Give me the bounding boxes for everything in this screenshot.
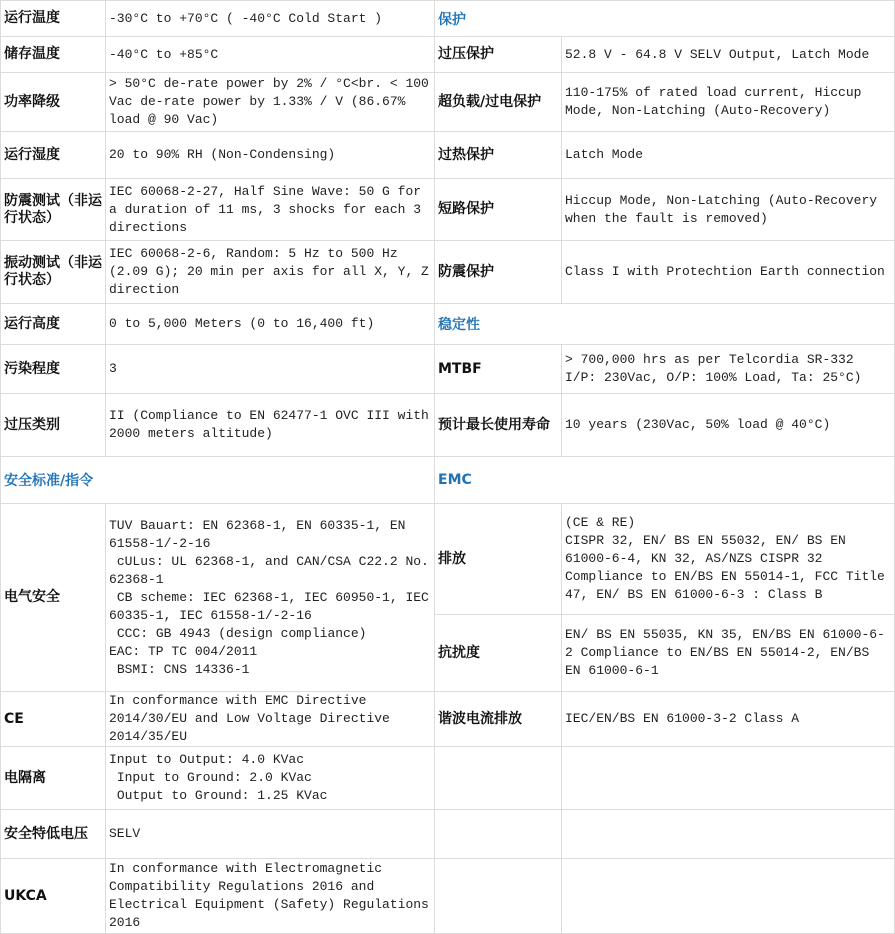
emissions-value: (CE & RE) CISPR 32, EN/ BS EN 55032, EN/ BS EN 61000-6-4, KN 32, AS/NZS CISPR 32 Compliance to EN/BS EN 55014-1, FCC Title 47, EN/ BS EN 61000-6-3 : Class B: [562, 504, 895, 615]
isolation-value: Input to Output: 4.0 KVac Input to Ground: 2.0 KVac Output to Ground: 1.25 KVac: [106, 747, 435, 810]
vibration-test-label: 振动测试（非运行状态）: [1, 241, 106, 304]
empty-cell: [435, 859, 562, 934]
operating-temp-value: -30°C to +70°C ( -40°C Cold Start ): [106, 1, 435, 37]
ce-label: CE: [1, 692, 106, 747]
table-row: [1, 73, 895, 132]
emc-section-header: EMC: [435, 457, 895, 504]
table-row: [1, 692, 895, 747]
mtbf-value: > 700,000 hrs as per Telcordia SR-332 I/P: 230Vac, O/P: 100% Load, Ta: 25°C): [562, 345, 895, 394]
overvoltage-protection-label: 过压保护: [435, 37, 562, 73]
table-row: [1, 345, 895, 394]
short-circuit-protection-value: Hiccup Mode, Non-Latching (Auto-Recovery when the fault is removed): [562, 179, 895, 241]
lifetime-value: 10 years (230Vac, 50% load @ 40°C): [562, 394, 895, 457]
ukca-label: UKCA: [1, 859, 106, 934]
table-row: [1, 132, 895, 179]
shock-test-value: IEC 60068-2-27, Half Sine Wave: 50 G for a duration of 11 ms, 3 shocks for each 3 directions: [106, 179, 435, 241]
operating-humidity-value: 20 to 90% RH (Non-Condensing): [106, 132, 435, 179]
safety-section-header: 安全标准/指令: [1, 457, 435, 504]
operating-altitude-label: 运行高度: [1, 304, 106, 345]
overtemp-protection-label: 过热保护: [435, 132, 562, 179]
overload-protection-label: 超负载/过电保护: [435, 73, 562, 132]
shock-test-label: 防震测试（非运行状态）: [1, 179, 106, 241]
selv-value: SELV: [106, 810, 435, 859]
overtemp-protection-value: Latch Mode: [562, 132, 895, 179]
empty-cell: [562, 747, 895, 810]
shock-protection-value: Class I with Protechtion Earth connection: [562, 241, 895, 304]
electrical-safety-label: 电气安全: [1, 504, 106, 692]
pollution-degree-value: 3: [106, 345, 435, 394]
immunity-value: EN/ BS EN 55035, KN 35, EN/BS EN 61000-6-2 Compliance to EN/BS EN 55014-2, EN/BS EN 61000-6-1: [562, 615, 895, 692]
emissions-label: 排放: [435, 504, 562, 615]
shock-protection-label: 防震保护: [435, 241, 562, 304]
table-row: [1, 241, 895, 304]
ce-value: In conformance with EMC Directive 2014/30/EU and Low Voltage Directive 2014/35/EU: [106, 692, 435, 747]
operating-humidity-label: 运行湿度: [1, 132, 106, 179]
operating-altitude-value: 0 to 5,000 Meters (0 to 16,400 ft): [106, 304, 435, 345]
table-row: [1, 179, 895, 241]
harmonic-emission-value: IEC/EN/BS EN 61000-3-2 Class A: [562, 692, 895, 747]
overvoltage-category-label: 过压类别: [1, 394, 106, 457]
table-row: [1, 37, 895, 73]
selv-label: 安全特低电压: [1, 810, 106, 859]
pollution-degree-label: 污染程度: [1, 345, 106, 394]
table-row: [1, 1, 895, 37]
lifetime-label: 预计最长使用寿命: [435, 394, 562, 457]
mtbf-label: MTBF: [435, 345, 562, 394]
overvoltage-category-value: II (Compliance to EN 62477-1 OVC III with 2000 meters altitude): [106, 394, 435, 457]
empty-cell: [562, 859, 895, 934]
reliability-section-header: 稳定性: [435, 304, 895, 345]
power-derating-label: 功率降级: [1, 73, 106, 132]
isolation-label: 电隔离: [1, 747, 106, 810]
ukca-value: In conformance with Electromagnetic Compatibility Regulations 2016 and Electrical Equipment (Safety) Regulations 2016: [106, 859, 435, 934]
vibration-test-value: IEC 60068-2-6, Random: 5 Hz to 500 Hz (2.09 G); 20 min per axis for all X, Y, Z direction: [106, 241, 435, 304]
short-circuit-protection-label: 短路保护: [435, 179, 562, 241]
overvoltage-protection-value: 52.8 V - 64.8 V SELV Output, Latch Mode: [562, 37, 895, 73]
power-derating-value: > 50°C de-rate power by 2% / °C<br. < 100 Vac de-rate power by 1.33% / V (86.67% load @ 90 Vac): [106, 73, 435, 132]
overload-protection-value: 110-175% of rated load current, Hiccup Mode, Non-Latching (Auto-Recovery): [562, 73, 895, 132]
empty-cell: [435, 747, 562, 810]
immunity-label: 抗扰度: [435, 615, 562, 692]
table-row: [1, 394, 895, 457]
storage-temp-label: 储存温度: [1, 37, 106, 73]
table-row: [1, 504, 895, 615]
storage-temp-value: -40°C to +85°C: [106, 37, 435, 73]
protection-section-header: 保护: [435, 1, 895, 37]
electrical-safety-value: TUV Bauart: EN 62368-1, EN 60335-1, EN 61558-1/-2-16 cULus: UL 62368-1, and CAN/CSA C22.2 No. 62368-1 CB scheme: IEC 62368-1, IEC 60950-1, IEC 60335-1, IEC 61558-1/-2-16 CCC: GB 4943 (design compliance) EAC: TP TC 004/2011 BSMI: CNS 14336-1: [106, 504, 435, 692]
harmonic-emission-label: 谐波电流排放: [435, 692, 562, 747]
table-row: [1, 304, 895, 345]
empty-cell: [562, 810, 895, 859]
table-row: [1, 810, 895, 859]
table-row: [1, 457, 895, 504]
empty-cell: [435, 810, 562, 859]
table-row: [1, 859, 895, 934]
operating-temp-label: 运行温度: [1, 1, 106, 37]
table-row: [1, 747, 895, 810]
